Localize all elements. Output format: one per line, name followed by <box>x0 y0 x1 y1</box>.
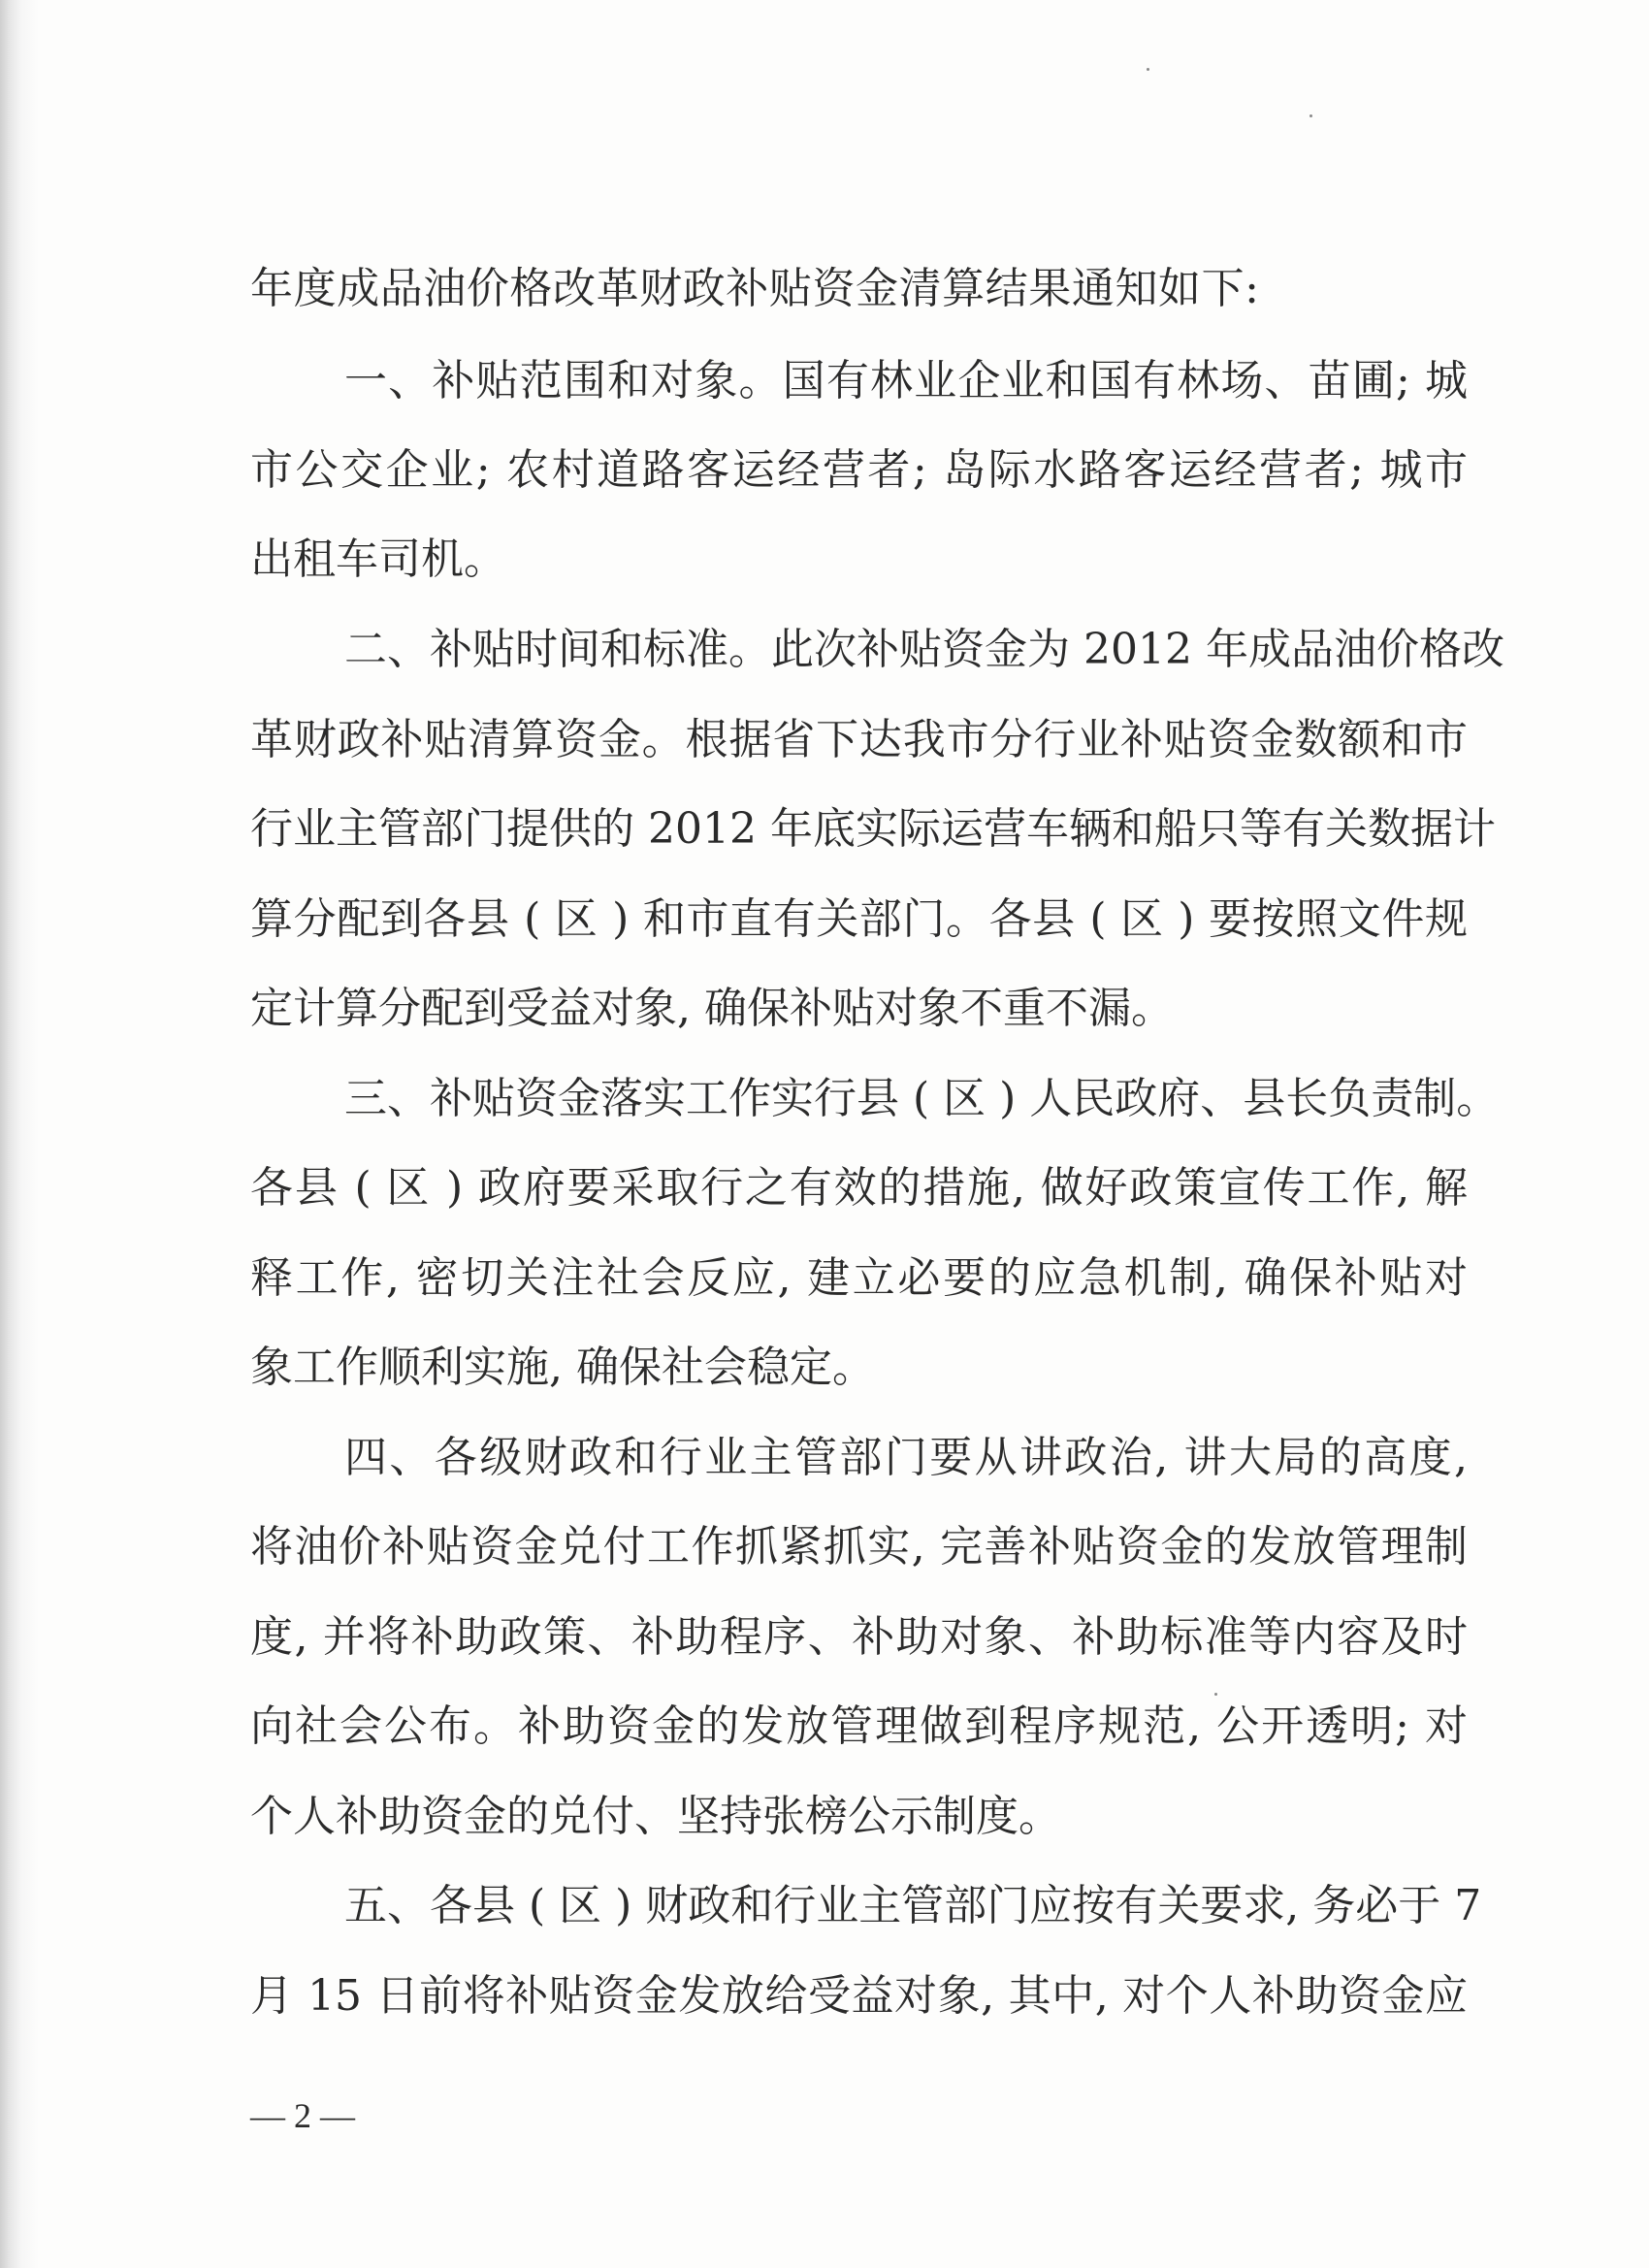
text-line: 向社会公布。补助资金的发放管理做到程序规范, 公开透明; 对 <box>250 1701 1468 1751</box>
text-line: 五、各县 ( 区 ) 财政和行业主管部门应按有关要求, 务必于 7 <box>344 1881 1482 1930</box>
text-line: 月 15 日前将补贴资金发放给受益对象, 其中, 对个人补助资金应 <box>250 1971 1468 2021</box>
page-number: — 2 — <box>250 2096 355 2135</box>
text-line: 革财政补贴清算资金。根据省下达我市分行业补贴资金数额和市 <box>250 715 1468 764</box>
scan-speck <box>1214 1693 1217 1696</box>
text-line: 个人补助资金的兑付、坚持张榜公示制度。 <box>250 1792 1061 1841</box>
scan-speck <box>1310 114 1312 117</box>
text-line: 算分配到各县 ( 区 ) 和市直有关部门。各县 ( 区 ) 要按照文件规 <box>250 894 1468 944</box>
text-line: 将油价补贴资金兑付工作抓紧抓实, 完善补贴资金的发放管理制 <box>250 1522 1468 1571</box>
text-line: 定计算分配到受益对象, 确保补贴对象不重不漏。 <box>250 984 1174 1033</box>
text-line: 三、补贴资金落实工作实行县 ( 区 ) 人民政府、县长负责制。 <box>344 1074 1500 1123</box>
text-line: 市公交企业; 农村道路客运经营者; 岛际水路客运经营者; 城市 <box>250 445 1468 495</box>
scan-speck <box>1147 68 1149 71</box>
text-line: 四、各级财政和行业主管部门要从讲政治, 讲大局的高度, <box>344 1433 1468 1482</box>
text-line: 各县 ( 区 ) 政府要采取行之有效的措施, 做好政策宣传工作, 解 <box>250 1163 1468 1213</box>
text-line: 二、补贴时间和标准。此次补贴资金为 2012 年成品油价格改 <box>344 625 1504 674</box>
scan-shadow-edge <box>0 0 39 2268</box>
text-line: 象工作顺利实施, 确保社会稳定。 <box>250 1343 875 1392</box>
text-line: 释工作, 密切关注社会反应, 建立必要的应急机制, 确保补贴对 <box>250 1253 1468 1303</box>
text-line: 度, 并将补助政策、补助程序、补助对象、补助标准等内容及时 <box>250 1612 1468 1662</box>
text-line: 出租车司机。 <box>250 535 506 584</box>
text-line: 年度成品油价格改革财政补贴资金清算结果通知如下: <box>250 264 1259 313</box>
text-line: 行业主管部门提供的 2012 年底实际运营车辆和船只等有关数据计 <box>250 804 1496 854</box>
text-line: 一、补贴范围和对象。国有林业企业和国有林场、苗圃; 城 <box>344 356 1468 405</box>
